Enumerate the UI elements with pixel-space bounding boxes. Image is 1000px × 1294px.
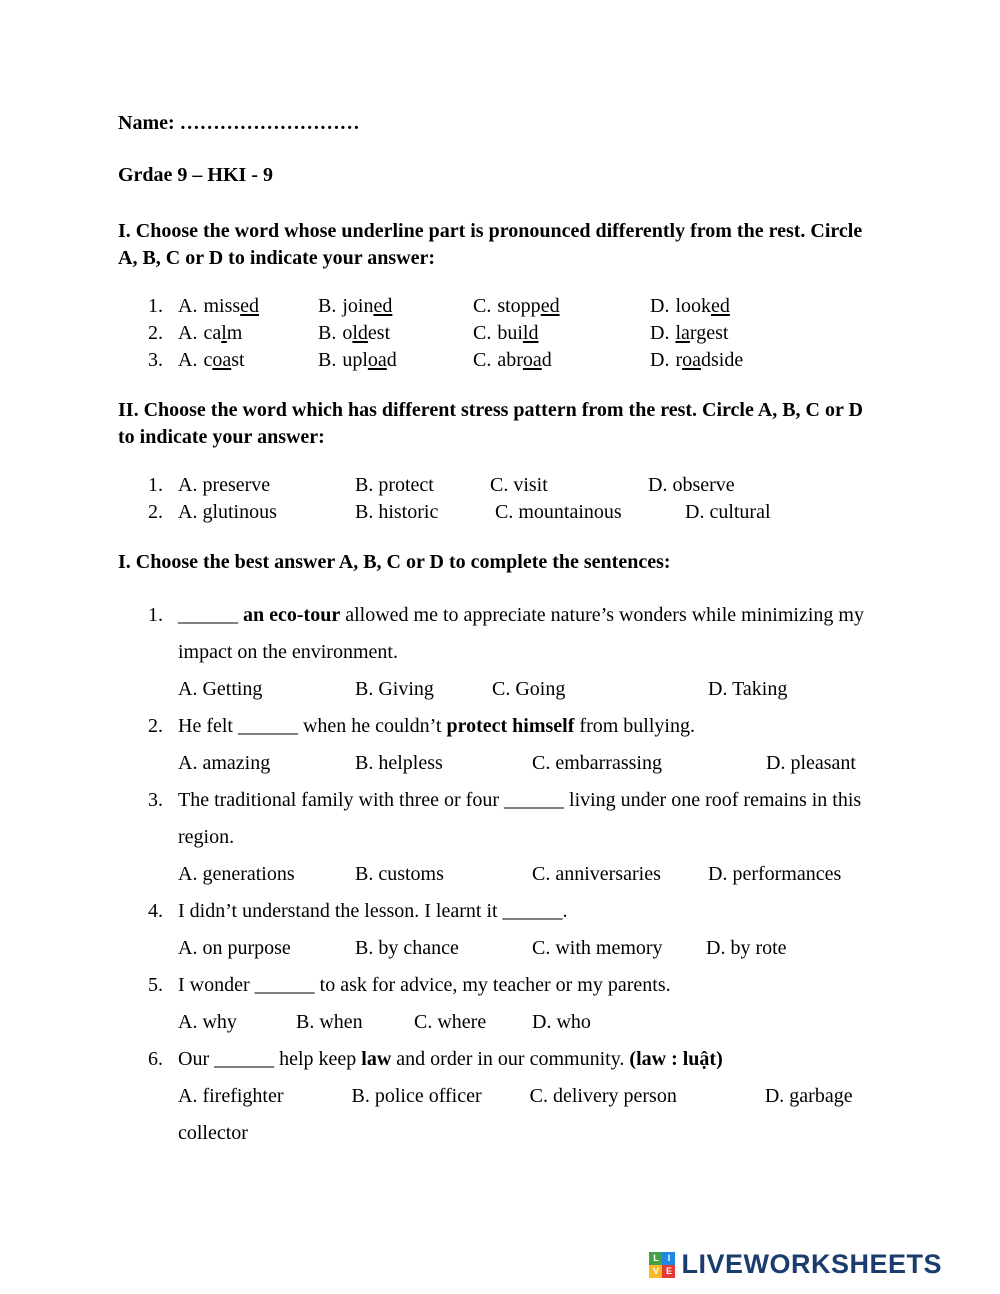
option-a: A. preserve — [178, 474, 271, 496]
option-a: A. firefighter — [178, 1085, 284, 1107]
pronunciation-row — [148, 320, 882, 347]
options-row — [178, 671, 882, 708]
question-2 — [148, 708, 882, 782]
logo-letter-v: V — [649, 1265, 662, 1278]
option-a: A. amazing — [178, 752, 271, 774]
option-b: B. when — [296, 1011, 363, 1033]
stress-list — [118, 472, 882, 526]
option-c: C. anniversaries — [532, 863, 661, 885]
mcq-list — [118, 597, 882, 1152]
question-6 — [148, 1041, 882, 1152]
option-d: D. garbage collector — [178, 1085, 853, 1144]
option-d: D. largest — [650, 322, 729, 344]
option-b: B. upload — [318, 349, 397, 371]
option-a: A. calm — [178, 322, 243, 344]
stress-row — [148, 499, 882, 526]
question-number: 4. — [148, 900, 163, 922]
option-b: B. historic — [355, 501, 439, 523]
option-c: C. build — [473, 322, 539, 344]
pronunciation-list — [118, 293, 882, 374]
option-d: D. pleasant — [766, 752, 856, 774]
section-pronunciation-heading: I. Choose the word whose underline part is pronounced differently from the rest. Circle A, B, C or D to indicate your answer: — [118, 220, 863, 269]
option-c: C. delivery person — [529, 1085, 677, 1107]
question-5 — [148, 967, 882, 1041]
options-row — [178, 745, 882, 782]
option-d: D. roadside — [650, 349, 744, 371]
option-c: C. embarrassing — [532, 752, 662, 774]
brand-name: LIVEWORKSHEETS — [681, 1249, 942, 1279]
options-row — [178, 1004, 882, 1041]
option-c: C. mountainous — [495, 501, 622, 523]
option-c: C. stopped — [473, 295, 560, 317]
option-b: B. oldest — [318, 322, 391, 344]
question-text: I didn’t understand the lesson. I learnt it ______. — [178, 900, 568, 922]
options-row — [178, 856, 882, 893]
option-d: D. observe — [648, 474, 735, 496]
liveworksheets-brand[interactable] — [649, 1249, 942, 1280]
question-text: The traditional family with three or four ______ living under one roof remains in this region. — [178, 789, 862, 848]
question-number: 2. — [148, 715, 163, 737]
option-b: B. joined — [318, 295, 393, 317]
option-d: D. looked — [650, 295, 730, 317]
option-d: D. cultural — [685, 501, 771, 523]
option-d: D. by rote — [706, 937, 787, 959]
option-d: D. who — [532, 1011, 591, 1033]
option-d: D. Taking — [708, 678, 788, 700]
option-b: B. by chance — [355, 937, 459, 959]
stress-row — [148, 472, 882, 499]
option-c: C. visit — [490, 474, 548, 496]
liveworksheets-logo-icon — [649, 1252, 675, 1278]
option-b: B. helpless — [355, 752, 443, 774]
pronunciation-row — [148, 293, 882, 320]
question-1 — [148, 597, 882, 708]
option-b: B. Giving — [355, 678, 434, 700]
section-stress-heading: II. Choose the word which has different stress pattern from the rest. Circle A, B, C or D to indicate your answer: — [118, 399, 863, 448]
option-a: A. Getting — [178, 678, 263, 700]
option-a: A. glutinous — [178, 501, 277, 523]
option-b: B. police officer — [351, 1085, 482, 1107]
option-a: A. missed — [178, 295, 260, 317]
options-row — [178, 930, 882, 967]
option-a: A. on purpose — [178, 937, 291, 959]
row-number: 2. — [148, 501, 163, 523]
question-text: He felt ______ when he couldn’t protect himself from bullying. — [178, 715, 695, 737]
option-b: B. customs — [355, 863, 444, 885]
row-number: 1. — [148, 295, 163, 317]
option-c: C. abroad — [473, 349, 552, 371]
option-c: C. where — [414, 1011, 487, 1033]
option-b: B. protect — [355, 474, 434, 496]
option-d: D. performances — [708, 863, 842, 885]
name-line: Name: ……………………… — [118, 112, 360, 134]
question-number: 6. — [148, 1048, 163, 1070]
option-a: A. coast — [178, 349, 245, 371]
pronunciation-row — [148, 347, 882, 374]
question-number: 3. — [148, 789, 163, 811]
option-a: A. why — [178, 1011, 237, 1033]
question-number: 1. — [148, 604, 163, 626]
question-4 — [148, 893, 882, 967]
question-number: 5. — [148, 974, 163, 996]
row-number: 2. — [148, 322, 163, 344]
question-text: I wonder ______ to ask for advice, my teacher or my parents. — [178, 974, 671, 996]
page-title: Grdae 9 – HKI - 9 — [118, 164, 273, 186]
options-row — [178, 1078, 882, 1152]
section-mcq-heading: I. Choose the best answer A, B, C or D to complete the sentences: — [118, 551, 671, 573]
option-c: C. with memory — [532, 937, 663, 959]
option-a: A. generations — [178, 863, 295, 885]
row-number: 3. — [148, 349, 163, 371]
logo-letter-e: E — [662, 1265, 675, 1278]
logo-letter-i: I — [662, 1252, 675, 1265]
row-number: 1. — [148, 474, 163, 496]
option-c: C. Going — [492, 678, 566, 700]
question-3 — [148, 782, 882, 893]
question-text: Our ______ help keep law and order in our community. (law : luật) — [178, 1048, 723, 1070]
question-text: ______ an eco-tour allowed me to appreciate nature’s wonders while minimizing my impact on the environment. — [178, 604, 864, 663]
logo-letter-l: L — [649, 1252, 662, 1265]
